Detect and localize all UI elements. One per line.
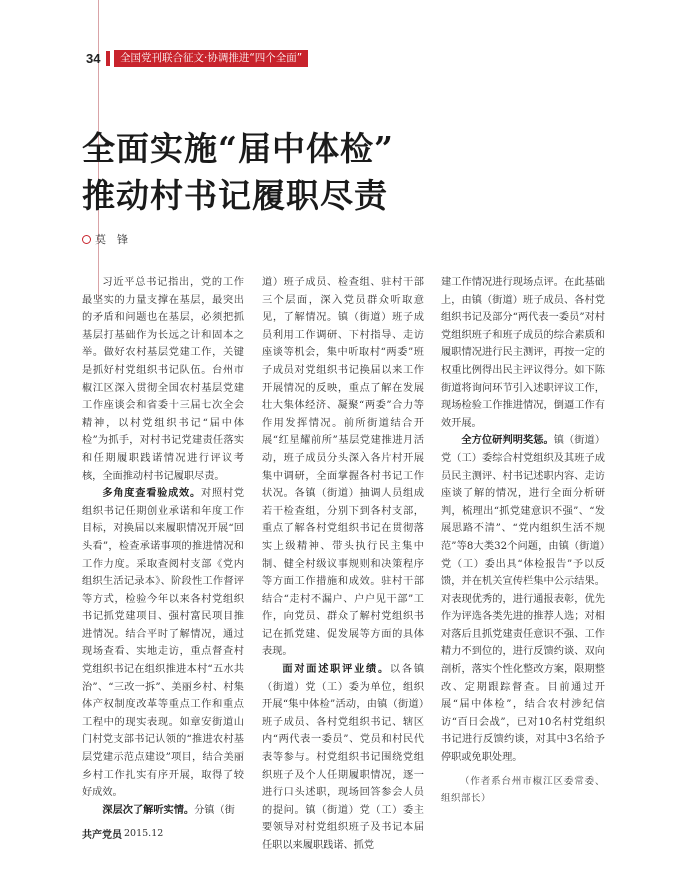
text-column-1 [82, 274, 244, 819]
paragraph: 面对面述职评业绩。以各镇（街道）党（工）委为单位，组织开展“集中体检”活动，由镇（街道）班子成员、各村党组织书记、辖区内“两代表一委员”、党员和村民代表等参与。村党组织书记围绕党组织班子及个人任期履职情况，逐一进行口头述职，现场回答参会人员的提问。镇（街道）党（工）委主要领导对村党组织班子及书记本届任职以来履职践诺、抓党 [262, 664, 425, 851]
article-title-line2: 推动村书记履职尽责 [82, 176, 388, 215]
journal-logo: 共产党员 [82, 830, 122, 841]
subheading: 面对面述职评业绩。 [282, 664, 390, 676]
subheading: 全方位研判明奖惩。 [461, 435, 554, 447]
page-number: 34 [86, 51, 101, 66]
page-header [86, 50, 308, 67]
author-byline [82, 231, 128, 247]
author-name: 莫 锋 [95, 233, 128, 246]
text-column-2 [262, 274, 424, 855]
subheading: 多角度查看验成效。 [102, 488, 201, 500]
page-footer [82, 826, 163, 841]
header-accent-bar [106, 51, 110, 66]
paragraph: 深层次了解听实情。分镇（街 [102, 804, 235, 816]
issue-date: 2015.12 [124, 828, 164, 839]
section-label: 全国党刊联合征文·协调推进“四个全面” [114, 50, 308, 67]
paragraph: 建工作情况进行现场点评。在此基础上，由镇（街道）班子成员、各村党组织书记及部分“两代表一委员”对村党组织班子和班子成员的综合素质和履职情况进行民主测评，再按一定的权重比例得出民主评议得分。如下陈街道将询问环节引入述职评议工作，现场检验工作推进情况，倒逼工作有效开展。 [441, 277, 605, 429]
paragraph: 全方位研判明奖惩。镇（街道）党（工）委综合村党组织及其班子成员民主测评、村书记述职内容、走访座谈了解的情况，进行全面分析研判，梳理出“抓党建意识不强”、“发展思路不清”、“党内组织生活不规范”等8大类32个问题，由镇（街道）党（工）委出具“体检报告”予以反馈，并在机关宣传栏集中公示结果。对表现优秀的，进行通报表彰，优先作为评选各类先进的推荐人选；对相对落后且抓党建责任意识不强、工作精力不到位的，进行反馈约谈、双向剖析，落实个性化整改方案，限期整改、定期跟踪督查。目前通过开展“届中体检”，结合农村涉纪信访“百日会战”，已对10名村党组织书记进行反馈约谈，对其中3名给予停职或免职处理。 [441, 435, 606, 764]
paragraph: 道）班子成员、检查组、驻村干部三个层面，深入党员群众听取意见，了解情况。镇（街道）班子成员利用工作调研、下村指导、走访座谈等机会，集中听取村“两委”班子成员对党组织书记换届以来工作开展情况的反映，重点了解在发展壮大集体经济、凝聚“两委”合力等作用发挥情况。前所街道结合开展“红星耀前所”基层党建推进月活动，班子成员分头深入各片村开展集中调研，全面掌握各村书记工作状况。各镇（街道）抽调人员组成若干检查组，分别下到各村支部，重点了解各村党组织书记在贯彻落实上级精神、带头执行民主集中制、健全村级议事规则和决策程序等方面工作措施和成效。驻村干部结合“走村不漏户、户户见干部”工作，向党员、群众了解村党组织书记在抓党建、促发展等方面的具体表现。 [262, 277, 424, 658]
subheading: 深层次了解听实情。 [102, 804, 195, 816]
paragraph: 多角度查看验成效。对照村党组织书记任期创业承诺和年度工作目标，对换届以来履职情况开展“回头看”，检查承诺事项的推进情况和工作力度。采取查阅村支部《党内组织生活记录本》、阶段性工作督评等方式，检验今年以来各村党组织书记抓党建项目、强村富民项目推进情况。结合平时了解情况，通过现场查看、实地走访，重点督查村党组织书记在组织推进本村“五水共治”、“三改一拆”、美丽乡村、村集体产权制度改革等重点工作和重点工程中的现实表现。如章安街道山门村党支部书记认领的“推进农村基层党建示范点建设”项目，结合美丽乡村工作扎实有序开展，取得了较好成效。 [82, 488, 245, 799]
circle-bullet-icon [82, 235, 91, 244]
author-note: （作者系台州市椒江区委常委、组织部长） [441, 775, 605, 805]
text-column-3 [441, 274, 605, 808]
article-title-line1: 全面实施“届中体检” [82, 129, 394, 168]
paragraph: 习近平总书记指出，党的工作最坚实的力量支撑在基层，最突出的矛盾和问题也在基层，必须把抓基层打基础作为长远之计和固本之举。做好农村基层党建工作，关键是抓好村党组织书记队伍。台州市椒江区深入贯彻全国农村基层党建工作座谈会和省委十三届七次全会精神，以村党组织书记“届中体检”为抓手，对村书记党建责任落实和任期履职践诺情况进行评议考核，全面推动村书记履职尽责。 [82, 277, 244, 482]
